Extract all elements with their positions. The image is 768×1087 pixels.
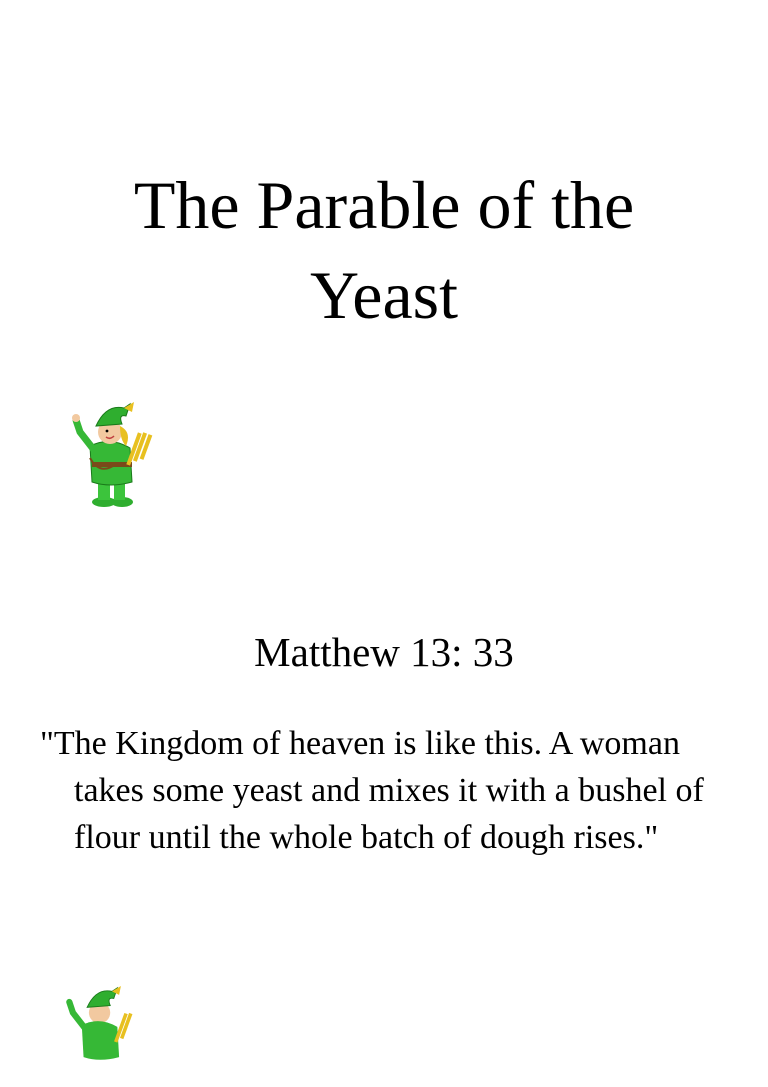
title-line-1: The Parable of the [133,167,635,243]
page-title [0,160,768,340]
green-elf-pointing-icon [70,402,160,510]
scripture-reference: Matthew 13: 33 [254,629,514,675]
green-elf-pointing-icon-bottom [64,986,144,1082]
scripture-quote: "The Kingdom of heaven is like this. A woman takes some yeast and mixes it with a bushel of flour until the whole batch of dough rises." [40,725,704,856]
title-line-2: Yeast [309,257,459,333]
